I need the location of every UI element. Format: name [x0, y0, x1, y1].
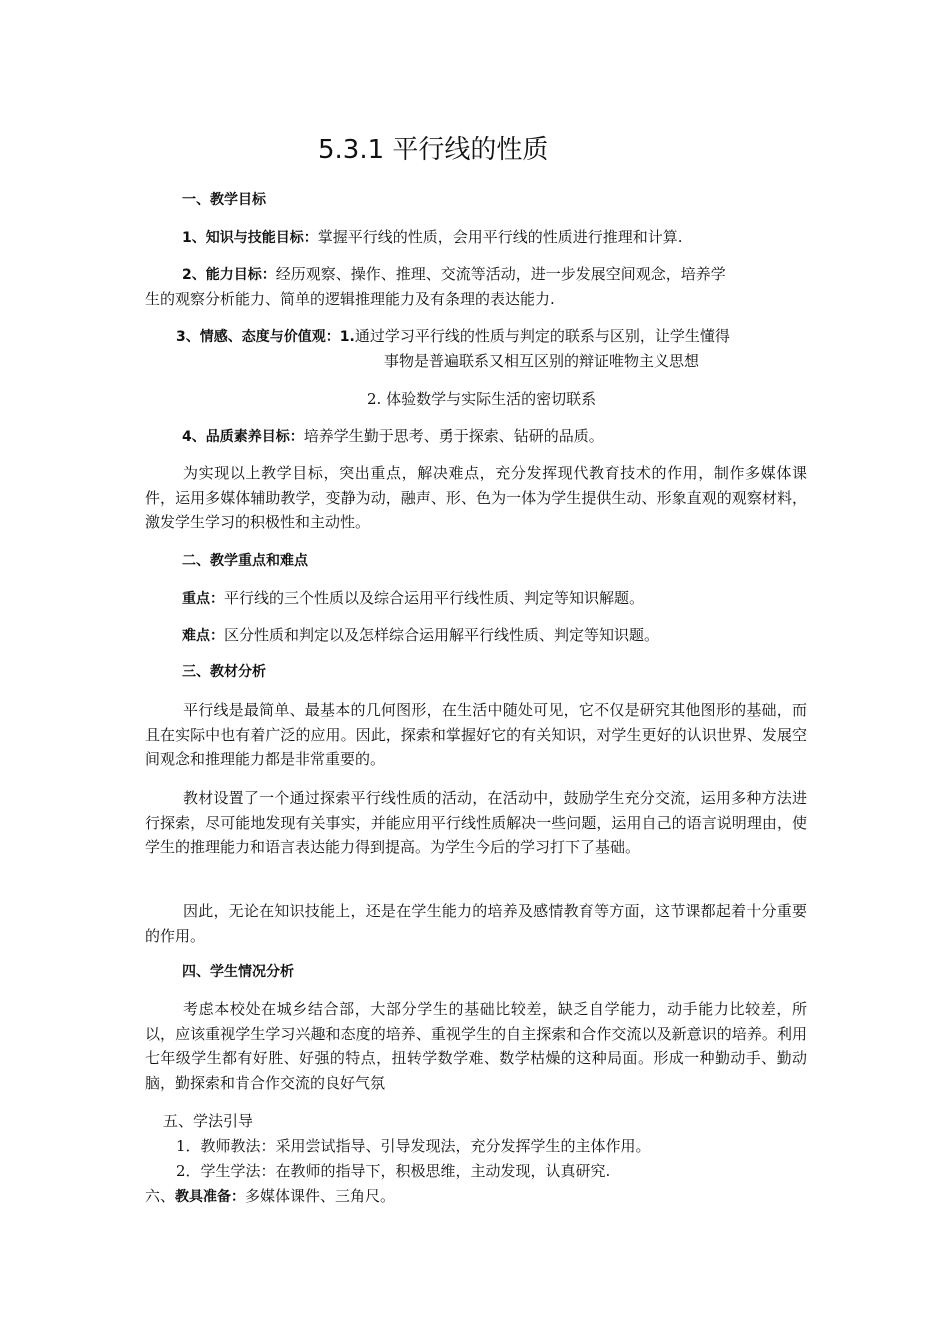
goal-attitude-line2: 事物是普遍联系又相互区别的辩证唯物主义思想: [384, 352, 700, 370]
goal-quality-text: 培养学生勤于思考、勇于探索、钻研的品质。: [303, 427, 604, 445]
goal-attitude-text-1: 通过学习平行线的性质与判定的联系与区别，让学生懂得: [354, 327, 730, 345]
teaching-aids-prefix: 六、: [145, 1187, 176, 1205]
section-heading-material: 三、教材分析: [182, 664, 266, 680]
goal-knowledge-label: 1、知识与技能目标：: [182, 230, 318, 246]
goal-attitude-num: 1.: [339, 329, 355, 345]
intro-paragraph: 为实现以上教学目标，突出重点，解决难点，充分发挥现代教育技术的作用，制作多媒体课件，运用多媒体辅助教学，变静为动，融声、形、色为一体为学生提供生动、形象直观的观察材料，激发学生学习的积极性和主动性。: [145, 464, 807, 531]
goal-attitude-label: 3、情感、态度与价值观：: [176, 329, 340, 345]
section-heading-goals: 一、教学目标: [182, 192, 266, 208]
goal-ability-label: 2、能力目标：: [182, 267, 276, 283]
goal-attitude-line3: 2. 体验数学与实际生活的密切联系: [367, 390, 597, 408]
difficult-point-label: 难点：: [182, 628, 224, 644]
key-point-text: 平行线的三个性质以及综合运用平行线性质、判定等知识解题。: [224, 589, 645, 607]
section-teaching-aids: [145, 1186, 395, 1207]
material-paragraph-1: 平行线是最简单、最基本的几何图形，在生活中随处可见，它不仅是研究其他图形的基础，而且在实际中也有着广泛的应用。因此，探索和掌握好它的有关知识，对学生更好的认识世界、发展空间观念和推理能力都是非常重要的。: [145, 701, 807, 768]
method-item-student: 2．学生学法：在教师的指导下，积极思维，主动发现，认真研究.: [176, 1162, 611, 1180]
goal-knowledge: [182, 227, 683, 248]
section-heading-methods: 五、学法引导: [163, 1112, 254, 1130]
section-heading-students: 四、学生情况分析: [182, 964, 294, 980]
material-paragraph-3: 因此，无论在知识技能上，还是在学生能力的培养及感情教育等方面，这节课都起着十分重要的作用。: [145, 902, 807, 945]
teaching-aids-text: 多媒体课件、三角尺。: [245, 1187, 396, 1205]
key-point: [182, 588, 644, 609]
goal-attitude-line1: [176, 326, 730, 347]
difficult-point: [182, 625, 659, 646]
material-paragraph-2: 教材设置了一个通过探索平行线性质的活动，在活动中，鼓励学生充分交流，运用多种方法进行探索，尽可能地发现有关事实，并能应用平行线性质解决一些问题，运用自己的语言说明理由，使学生的推理能力和语言表达能力得到提高。为学生今后的学习打下了基础。: [145, 789, 807, 856]
method-item-teacher: 1．教师教法：采用尝试指导、引导发现法，充分发挥学生的主体作用。: [176, 1137, 651, 1155]
section-heading-key-points: 二、教学重点和难点: [182, 553, 308, 569]
goal-ability-line1: [182, 264, 726, 285]
key-point-label: 重点：: [182, 591, 224, 607]
page-title: 5.3.1 平行线的性质: [318, 135, 549, 165]
goal-quality: [182, 426, 604, 447]
students-paragraph: 考虑本校处在城乡结合部，大部分学生的基础比较差，缺乏自学能力，动手能力比较差，所以，应该重视学生学习兴趣和态度的培养、重视学生的自主探索和合作交流以及新意识的培养。利用七年级学生都有好胜、好强的特点，扭转学数学难、数学枯燥的这种局面。形成一种勤动手、勤动脑，勤探索和肯合作交流的良好气氛: [145, 1000, 807, 1092]
goal-knowledge-text: 掌握平行线的性质，会用平行线的性质进行推理和计算.: [317, 228, 683, 246]
goal-ability-line2: 生的观察分析能力、简单的逻辑推理能力及有条理的表达能力.: [145, 290, 555, 308]
teaching-aids-label: 教具准备：: [175, 1189, 246, 1205]
goal-ability-text-1: 经历观察、操作、推理、交流等活动，进一步发展空间观念，培养学: [275, 265, 726, 283]
difficult-point-text: 区分性质和判定以及怎样综合运用解平行线性质、判定等知识题。: [224, 626, 660, 644]
goal-quality-label: 4、品质素养目标：: [182, 429, 304, 445]
